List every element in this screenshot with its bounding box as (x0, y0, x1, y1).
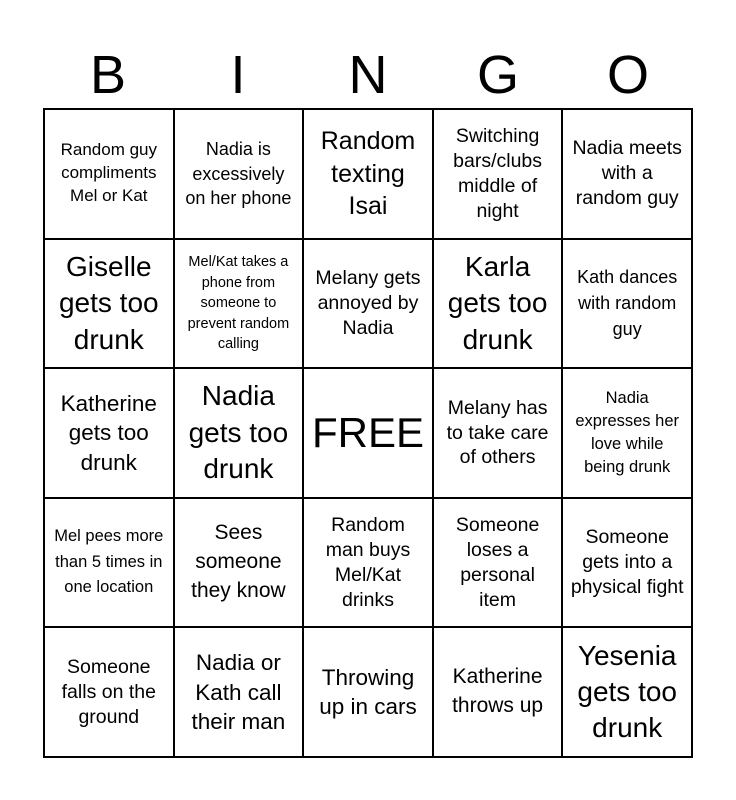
header-letter-o: O (606, 45, 649, 105)
bingo-cell[interactable] (44, 368, 174, 498)
cell-text: Kath dances with random guy (577, 267, 678, 340)
bingo-cell[interactable] (44, 109, 174, 239)
bingo-header (43, 42, 693, 108)
bingo-cell[interactable] (433, 368, 563, 498)
cell-text: Melany gets annoyed by Nadia (315, 266, 421, 339)
header-letter-g: G (476, 45, 519, 105)
bingo-cell[interactable] (174, 368, 304, 498)
bingo-cell[interactable] (433, 239, 563, 369)
bingo-cell[interactable] (433, 627, 563, 757)
cell-text: Katherine gets too drunk (60, 391, 157, 475)
bingo-board (43, 108, 693, 758)
bingo-cell[interactable] (174, 239, 304, 369)
bingo-cell[interactable] (303, 109, 433, 239)
cell-text: Nadia is excessively on her phone (185, 139, 292, 208)
cell-text: Someone loses a personal item (455, 513, 540, 611)
bingo-cell[interactable] (562, 368, 692, 498)
free-cell[interactable] (303, 368, 433, 498)
cell-text: Giselle gets too drunk (58, 250, 159, 355)
cell-text: Katherine throws up (452, 665, 544, 718)
bingo-cell[interactable] (433, 109, 563, 239)
bingo-cell[interactable] (562, 109, 692, 239)
cell-text: Nadia meets with a random guy (572, 137, 682, 210)
cell-text: Nadia or Kath call their man (191, 650, 286, 734)
cell-text: Melany has to take care of others (446, 396, 549, 469)
bingo-cell[interactable] (303, 239, 433, 369)
cell-text: Yesenia gets too drunk (577, 639, 678, 744)
bingo-cell[interactable] (174, 109, 304, 239)
bingo-cell[interactable] (562, 239, 692, 369)
cell-text: Throwing up in cars (319, 664, 417, 720)
cell-text: Switching bars/clubs middle of night (453, 124, 543, 222)
bingo-cell[interactable] (174, 627, 304, 757)
cell-text: Mel pees more than 5 times in one location (54, 527, 164, 597)
cell-text: Nadia expresses her love while being drunk (575, 388, 679, 477)
bingo-cell[interactable] (174, 498, 304, 628)
cell-text: Sees someone they know (191, 521, 286, 603)
bingo-cell[interactable] (562, 627, 692, 757)
bingo-cell[interactable] (303, 627, 433, 757)
header-letter-n: N (348, 45, 388, 105)
cell-text: Someone falls on the ground (61, 655, 156, 728)
cell-text: Nadia gets too drunk (188, 380, 289, 485)
free-text: FREE (311, 408, 424, 456)
bingo-cell[interactable] (44, 627, 174, 757)
cell-text: Random man buys Mel/Kat drinks (325, 513, 411, 611)
bingo-cell[interactable] (303, 498, 433, 628)
bingo-cell[interactable] (44, 239, 174, 369)
bingo-cell[interactable] (433, 498, 563, 628)
cell-text: Random texting Isai (320, 127, 416, 221)
cell-text: Random guy compliments Mel or Kat (60, 140, 157, 206)
cell-text: Someone gets into a physical fight (570, 526, 684, 599)
header-letter-b: B (89, 45, 127, 105)
cell-text: Karla gets too drunk (447, 250, 548, 355)
header-letter-i: I (230, 45, 246, 105)
bingo-cell[interactable] (562, 498, 692, 628)
bingo-cell[interactable] (44, 498, 174, 628)
cell-text: Mel/Kat takes a phone from someone to prevent random calling (187, 253, 290, 353)
